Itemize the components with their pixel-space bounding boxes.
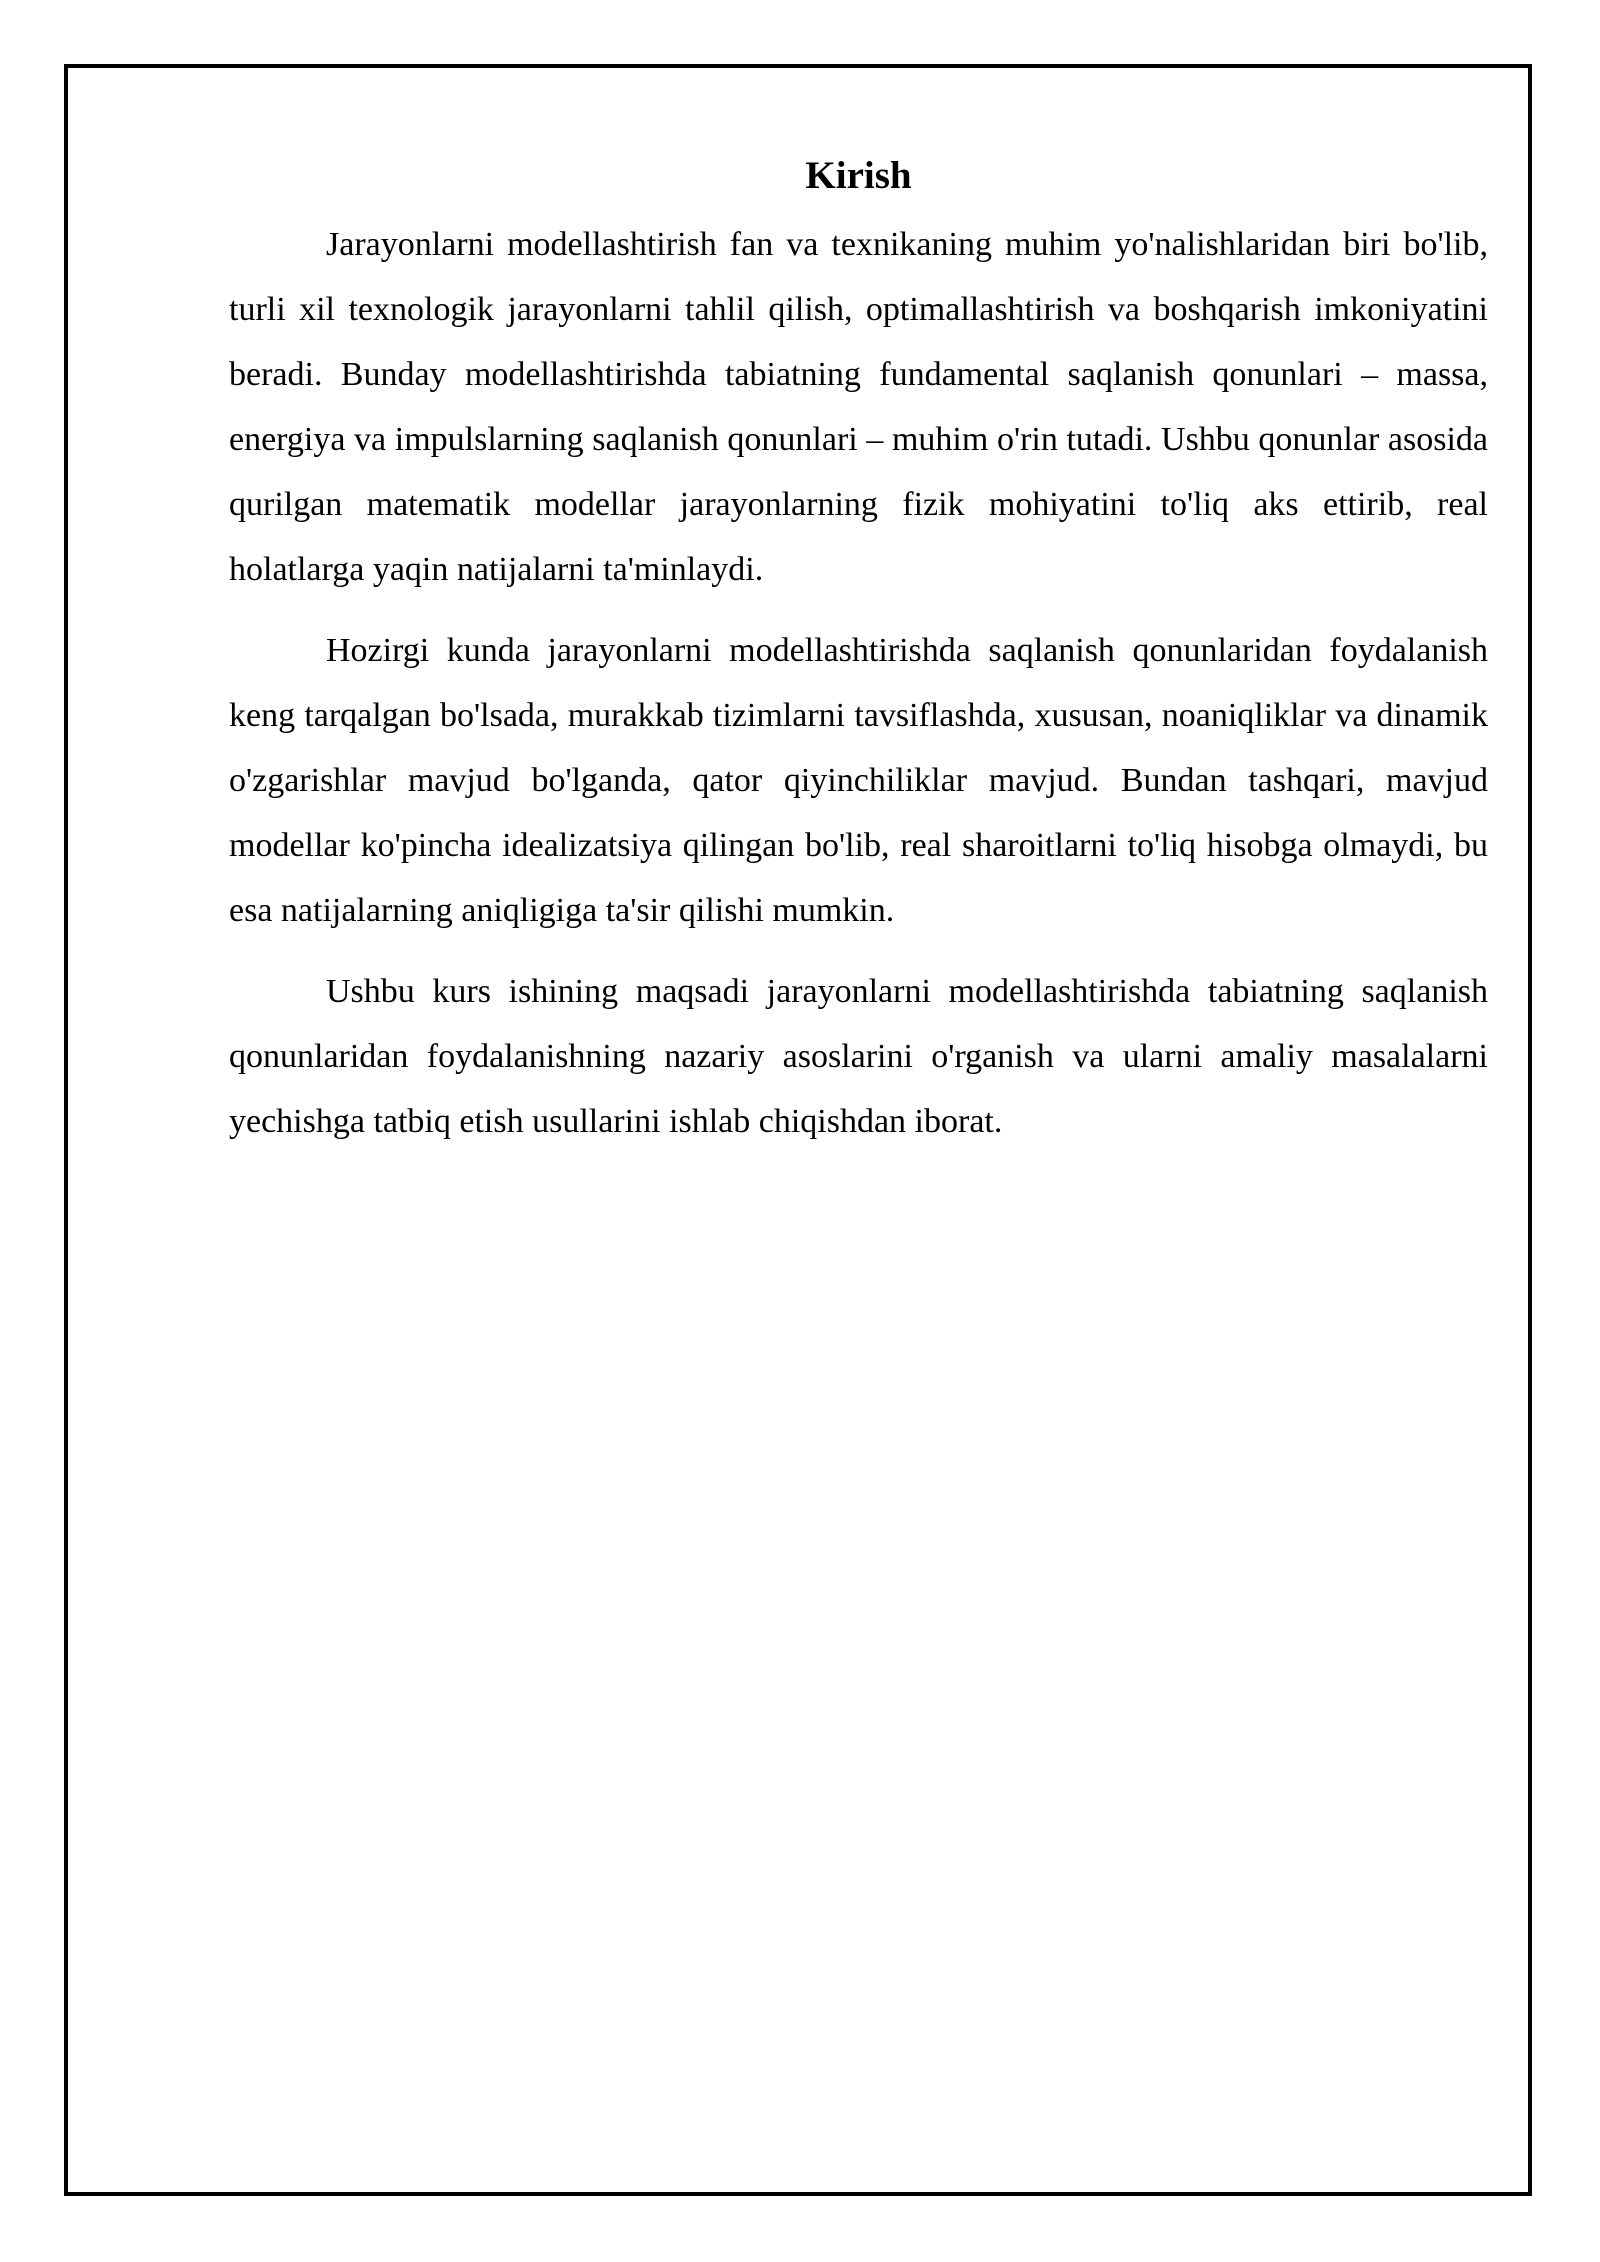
paragraph-3: Ushbu kurs ishining maqsadi jarayonlarni modellashtirishda tabiatning saqlanish qonunlaridan foydalanishning nazariy asoslarini o'rganish va ularni amaliy masalalarni yechishga tatbiq etish usullarini ishlab chiqishdan iborat.: [229, 973, 1488, 1140]
paragraph-1: Jarayonlarni modellashtirish fan va texnikaning muhim yo'nalishlaridan biri bo'lib, turli xil texnologik jarayonlarni tahlil qilish, optimallashtirish va boshqarish imkoniyatini beradi. Bunday modellashtirishda tabiatning fundamental saqlanish qonunlari – massa, energiya va impulslarning saqlanish qonunlari – muhim o'rin tutadi. Ushbu qonunlar asosida qurilgan matematik modellar jarayonlarning fizik mohiyatini to'liq aks ettirib, real holatlarga yaqin natijalarni ta'minlaydi.: [229, 226, 1488, 588]
paragraph-2: Hozirgi kunda jarayonlarni modellashtirishda saqlanish qonunlaridan foydalanish keng tarqalgan bo'lsada, murakkab tizimlarni tavsiflashda, xususan, noaniqliklar va dinamik o'zgarishlar mavjud bo'lganda, qator qiyinchiliklar mavjud. Bundan tashqari, mavjud modellar ko'pincha idealizatsiya qilingan bo'lib, real sharoitlarni to'liq hisobga olmaydi, bu esa natijalarning aniqligiga ta'sir qilishi mumkin.: [229, 632, 1488, 929]
page-title: Kirish: [805, 154, 912, 197]
document-body: [229, 148, 1488, 1170]
